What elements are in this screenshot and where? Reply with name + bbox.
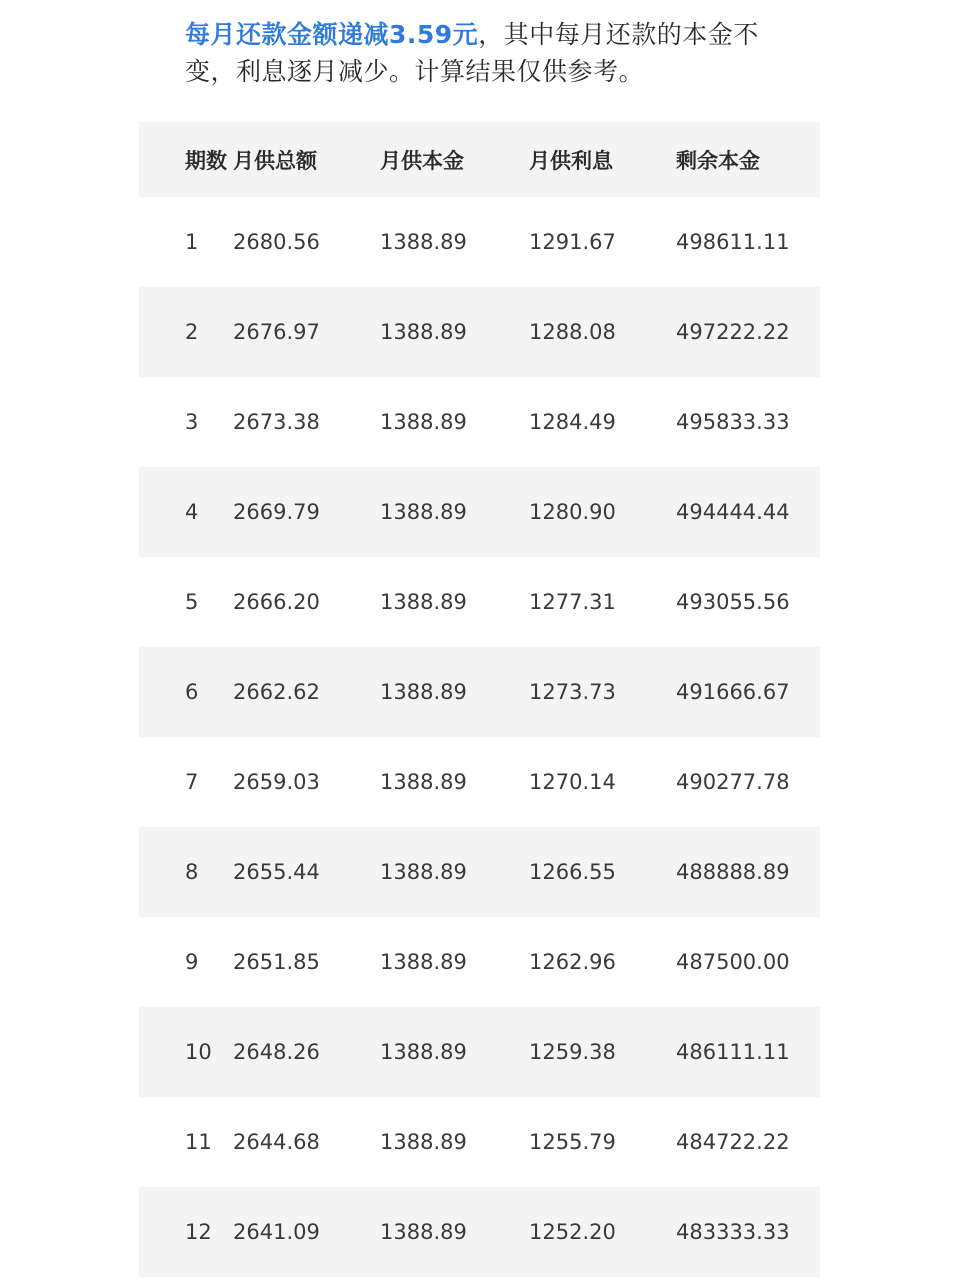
- table-body: [139, 197, 820, 1277]
- period-cell: 12: [185, 1220, 212, 1244]
- total-payment-cell: 2680.56: [233, 230, 320, 254]
- header-principal: 月供本金: [380, 148, 464, 173]
- total-payment-cell: 2662.62: [233, 680, 320, 704]
- period-cell: 2: [185, 320, 199, 344]
- principal-cell: 1388.89: [380, 950, 467, 974]
- principal-cell: 1388.89: [380, 500, 467, 524]
- total-payment-cell: 2666.20: [233, 590, 320, 614]
- table-row: [139, 1097, 820, 1187]
- total-payment-cell: 2673.38: [233, 410, 320, 434]
- remaining-principal-cell: 498611.11: [676, 230, 790, 254]
- remaining-principal-cell: 487500.00: [676, 950, 790, 974]
- period-cell: 10: [185, 1040, 212, 1064]
- remaining-principal-cell: 495833.33: [676, 410, 790, 434]
- total-payment-cell: 2676.97: [233, 320, 320, 344]
- interest-cell: 1284.49: [529, 410, 616, 434]
- total-payment-cell: 2655.44: [233, 860, 320, 884]
- table-row: [139, 197, 820, 287]
- header-remaining-principal: 剩余本金: [676, 148, 760, 173]
- remaining-principal-cell: 494444.44: [676, 500, 790, 524]
- interest-cell: 1262.96: [529, 950, 616, 974]
- principal-cell: 1388.89: [380, 320, 467, 344]
- table-row: [139, 1187, 820, 1277]
- period-cell: 3: [185, 410, 199, 434]
- table-row: [139, 287, 820, 377]
- principal-cell: 1388.89: [380, 770, 467, 794]
- principal-cell: 1388.89: [380, 590, 467, 614]
- principal-cell: 1388.89: [380, 230, 467, 254]
- period-cell: 1: [185, 230, 199, 254]
- period-cell: 6: [185, 680, 199, 704]
- total-payment-cell: 2651.85: [233, 950, 320, 974]
- table-row: [139, 1007, 820, 1097]
- interest-cell: 1288.08: [529, 320, 616, 344]
- intro-rest: ，其中每月还款的本金不变，利息逐月减少。计算结果仅供参考。: [185, 20, 759, 86]
- period-cell: 5: [185, 590, 199, 614]
- interest-cell: 1270.14: [529, 770, 616, 794]
- table-row: [139, 647, 820, 737]
- header-interest: 月供利息: [529, 148, 613, 173]
- interest-cell: 1277.31: [529, 590, 616, 614]
- total-payment-cell: 2644.68: [233, 1130, 320, 1154]
- interest-cell: 1252.20: [529, 1220, 616, 1244]
- total-payment-cell: 2669.79: [233, 500, 320, 524]
- interest-cell: 1259.38: [529, 1040, 616, 1064]
- principal-cell: 1388.89: [380, 860, 467, 884]
- remaining-principal-cell: 483333.33: [676, 1220, 790, 1244]
- interest-cell: 1273.73: [529, 680, 616, 704]
- remaining-principal-cell: 486111.11: [676, 1040, 790, 1064]
- interest-cell: 1291.67: [529, 230, 616, 254]
- principal-cell: 1388.89: [380, 1220, 467, 1244]
- principal-cell: 1388.89: [380, 410, 467, 434]
- table-row: [139, 467, 820, 557]
- period-cell: 9: [185, 950, 199, 974]
- table-row: [139, 737, 820, 827]
- principal-cell: 1388.89: [380, 680, 467, 704]
- principal-cell: 1388.89: [380, 1040, 467, 1064]
- total-payment-cell: 2648.26: [233, 1040, 320, 1064]
- period-cell: 4: [185, 500, 199, 524]
- table-row: [139, 827, 820, 917]
- total-payment-cell: 2659.03: [233, 770, 320, 794]
- principal-cell: 1388.89: [380, 1130, 467, 1154]
- interest-cell: 1255.79: [529, 1130, 616, 1154]
- interest-cell: 1280.90: [529, 500, 616, 524]
- header-total-payment: 月供总额: [233, 148, 317, 173]
- period-cell: 7: [185, 770, 199, 794]
- table-row: [139, 557, 820, 647]
- intro-text: [185, 16, 805, 90]
- remaining-principal-cell: 497222.22: [676, 320, 790, 344]
- total-payment-cell: 2641.09: [233, 1220, 320, 1244]
- header-period: 期数: [185, 148, 227, 173]
- period-cell: 11: [185, 1130, 212, 1154]
- table-row: [139, 917, 820, 1007]
- remaining-principal-cell: 484722.22: [676, 1130, 790, 1154]
- repayment-table: [139, 122, 820, 1277]
- period-cell: 8: [185, 860, 199, 884]
- interest-cell: 1266.55: [529, 860, 616, 884]
- table-row: [139, 377, 820, 467]
- remaining-principal-cell: 491666.67: [676, 680, 790, 704]
- table-header-row: [139, 122, 820, 197]
- remaining-principal-cell: 490277.78: [676, 770, 790, 794]
- intro-highlight: 每月还款金额递减3.59元: [185, 20, 479, 49]
- remaining-principal-cell: 488888.89: [676, 860, 790, 884]
- remaining-principal-cell: 493055.56: [676, 590, 790, 614]
